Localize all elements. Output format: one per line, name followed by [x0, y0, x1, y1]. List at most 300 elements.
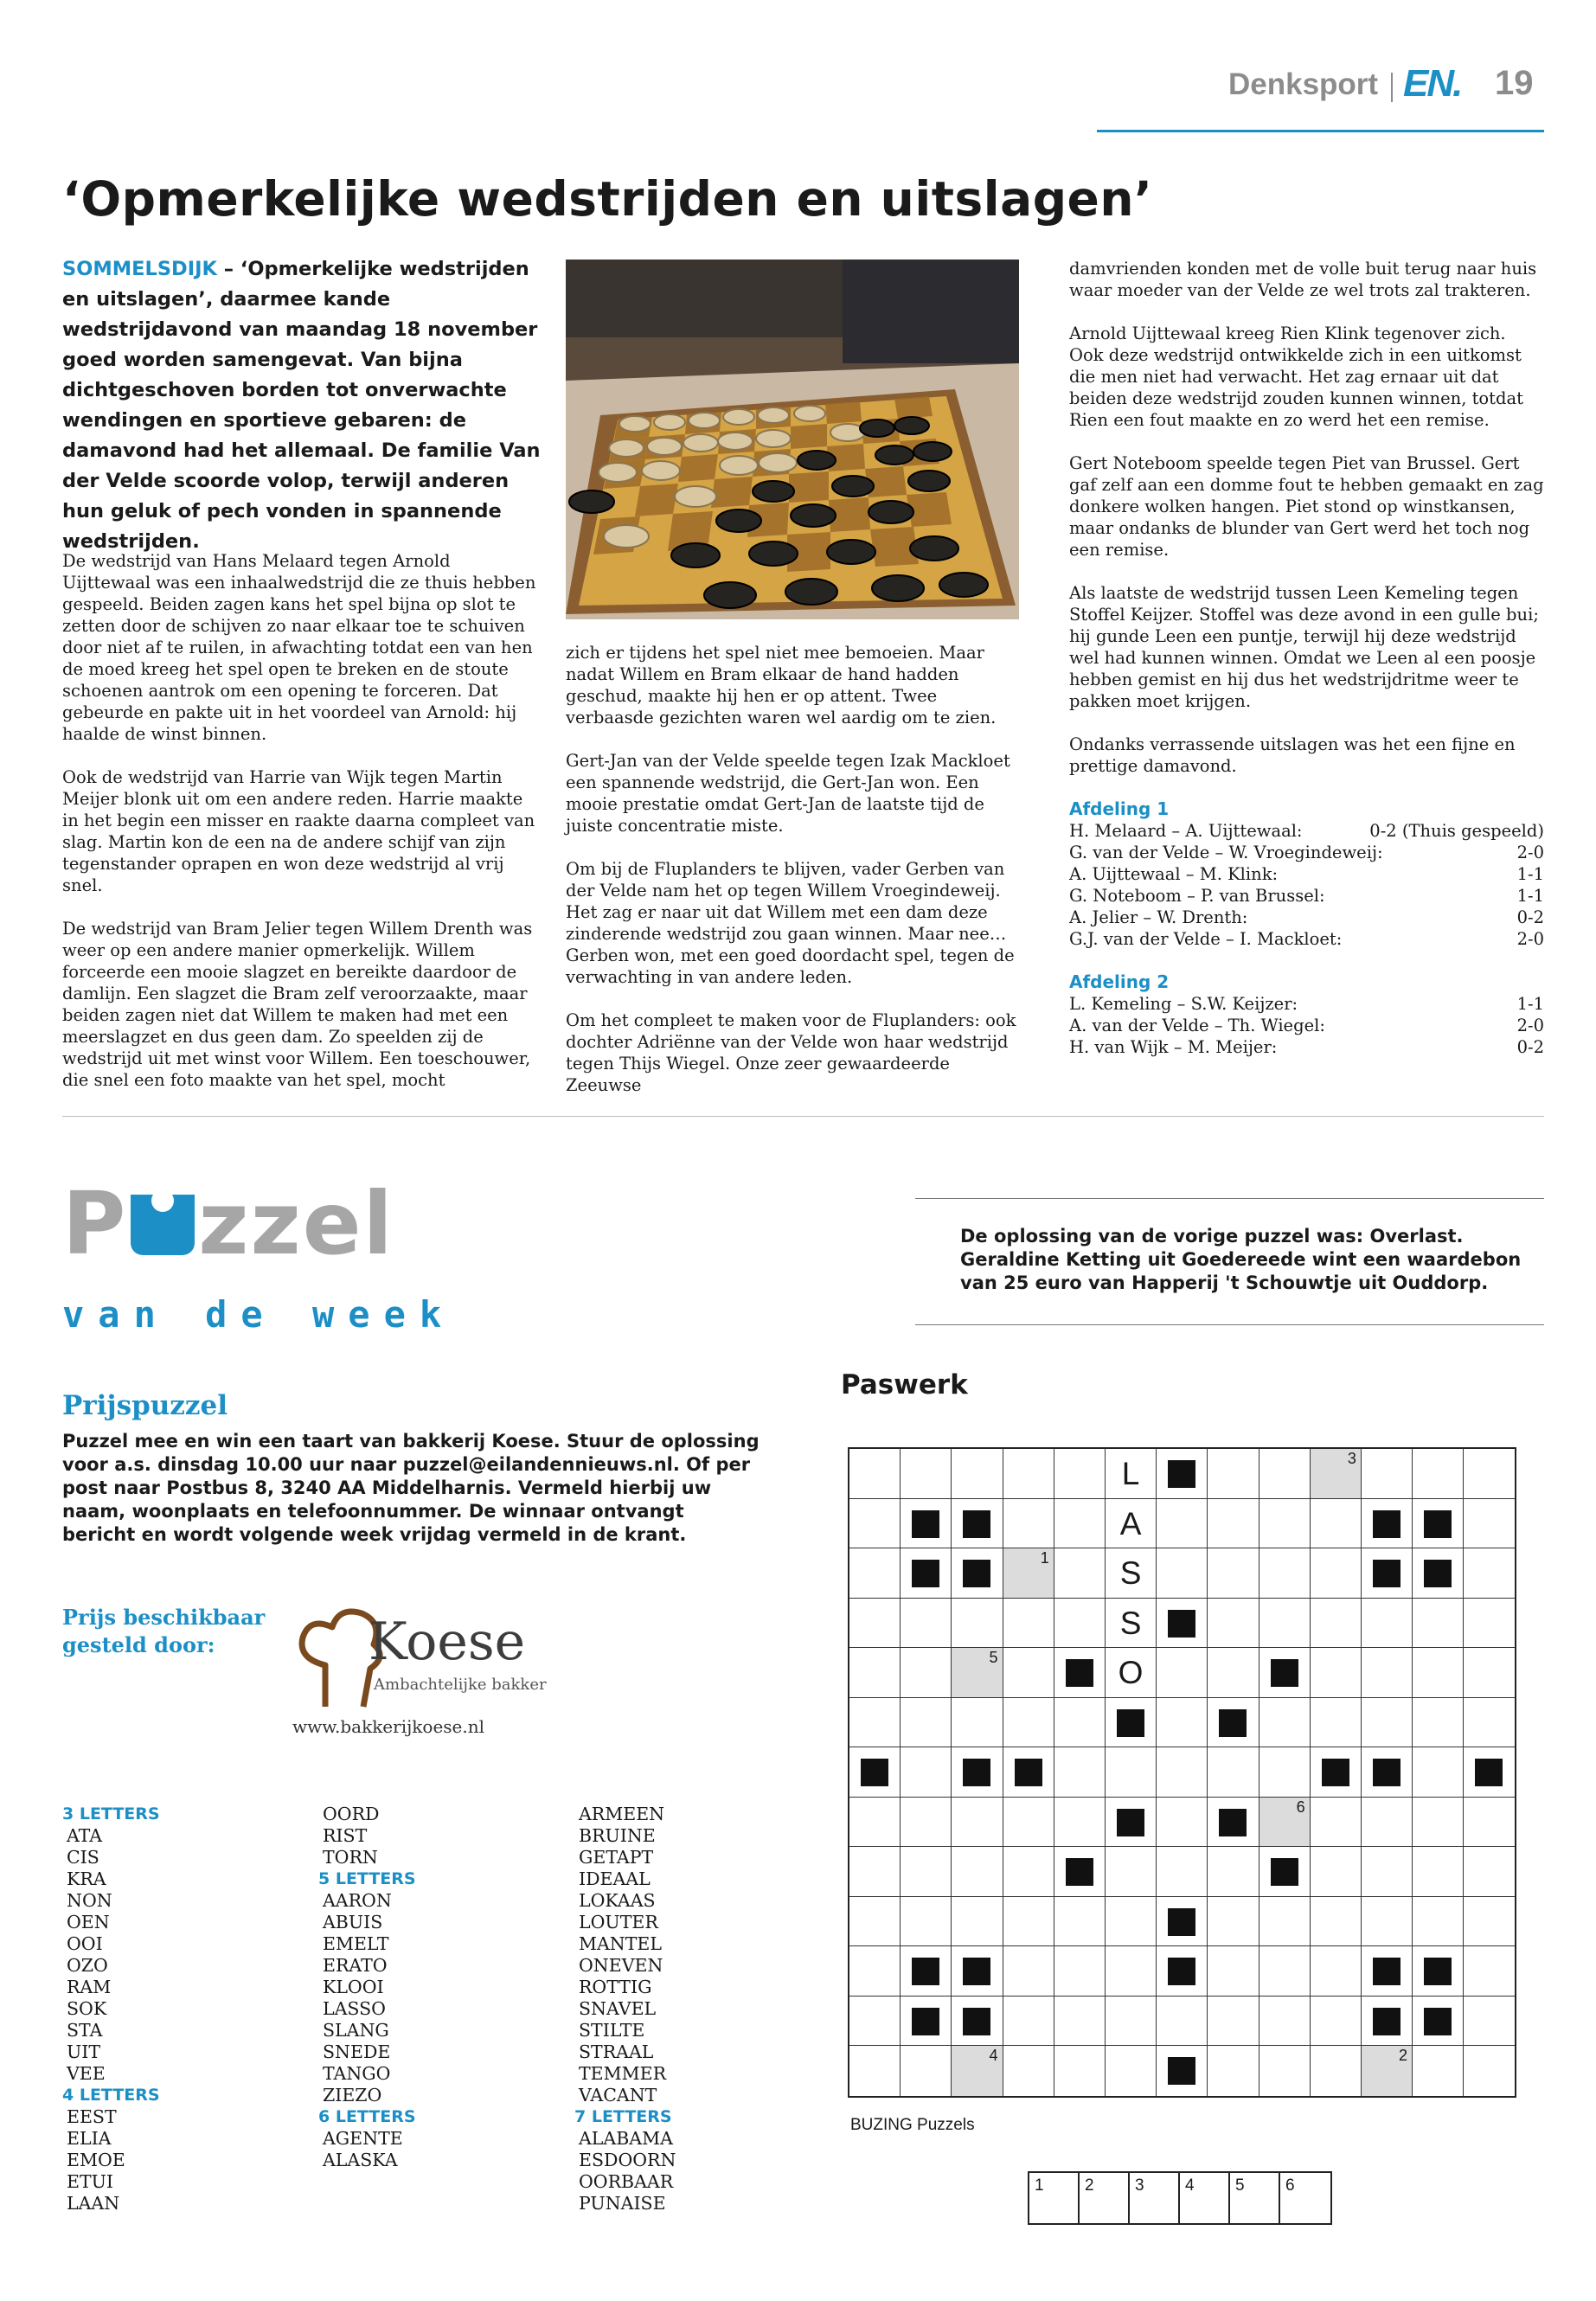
- grid-cell[interactable]: [1106, 1648, 1157, 1698]
- grid-cell[interactable]: [1054, 1847, 1106, 1897]
- grid-cell[interactable]: [1259, 1648, 1311, 1698]
- result-match: A. Jelier – W. Drenth:: [1069, 907, 1248, 927]
- wordlist-word: GETAPT: [579, 1847, 654, 1868]
- afdeling-2-results: [1069, 993, 1544, 1058]
- grid-cell[interactable]: [1362, 2046, 1413, 2096]
- article-lead: [62, 254, 547, 557]
- grid-cell[interactable]: [901, 1946, 952, 1997]
- grid-cell[interactable]: [1413, 1997, 1464, 2047]
- grid-cell[interactable]: [1464, 1449, 1515, 1499]
- result-row: [1069, 993, 1544, 1015]
- grid-cell[interactable]: [1464, 1599, 1515, 1649]
- solution-line: van 25 euro van Happerij 't Schouwtje uit Ouddorp.: [960, 1272, 1489, 1293]
- wordlist-word: AGENTE: [323, 2128, 403, 2149]
- afdeling-2-title: Afdeling 2: [1069, 971, 1170, 992]
- grid-cell[interactable]: [1413, 1747, 1464, 1798]
- grid-cell[interactable]: [1413, 2046, 1464, 2096]
- grid-cell[interactable]: [1003, 1499, 1054, 1549]
- wordlist-word: ETUI: [67, 2171, 114, 2192]
- grid-cell[interactable]: [1003, 1946, 1054, 1997]
- wordlist-heading: 4 LETTERS: [62, 2086, 160, 2105]
- article-paragraph: Gert Noteboom speelde tegen Piet van Brussel. Gert gaf zelf aan een domme fout te hebben gemaakt en zag donkere wolken hangen. Piet stond op winstkansen, maar ondanks de blunder van Gert werd het toch nog een remise.: [1069, 453, 1544, 560]
- black-square: [1168, 1958, 1195, 1985]
- grid-cell[interactable]: [1054, 1499, 1106, 1549]
- grid-cell[interactable]: [1464, 1897, 1515, 1947]
- grid-cell[interactable]: [1157, 1847, 1208, 1897]
- grid-cell[interactable]: [1054, 1548, 1106, 1599]
- cell-number: 3: [1347, 1450, 1356, 1467]
- grid-cell[interactable]: [1106, 1499, 1157, 1549]
- puzzle-credit: BUZING Puzzels: [850, 2116, 975, 2134]
- grid-cell[interactable]: [1413, 1946, 1464, 1997]
- wordlist-word: UIT: [67, 2041, 101, 2062]
- grid-cell[interactable]: [1208, 2046, 1259, 2096]
- grid-cell[interactable]: [1311, 1698, 1362, 1748]
- checkers-photo: [566, 260, 1019, 619]
- article-paragraph: damvrienden konden met de volle buit terug naar huis waar moeder van der Velde ze wel trots zal trakteren.: [1069, 259, 1537, 300]
- prize-puzzle-text: Puzzel mee en win een taart van bakkerij Koese. Stuur de oplossing voor a.s. dinsdag 10.00 uur naar puzzel@eilandennieuws.nl. Of per post naar Postbus 8, 3240 AA Middelharnis. Vermeld hierbij uw naam, woonplaats en telefoonnummer. De winnaar ontvangt bericht en wordt volgende week vrijdag vermeld in de krant.: [62, 1431, 760, 1545]
- puzzle-piece-icon: [131, 1195, 195, 1255]
- grid-cell[interactable]: [1003, 1599, 1054, 1649]
- grid-cell[interactable]: [1311, 1798, 1362, 1848]
- grid-cell[interactable]: [1259, 2046, 1311, 2096]
- grid-cell[interactable]: [952, 2046, 1003, 2096]
- grid-cell[interactable]: [1362, 1548, 1413, 1599]
- grid-cell[interactable]: [901, 1548, 952, 1599]
- grid-cell[interactable]: [1106, 1698, 1157, 1748]
- puzzel-title-rest: zzel: [198, 1173, 394, 1274]
- grid-cell[interactable]: [1413, 1648, 1464, 1698]
- wordlist-word: RIST: [323, 1825, 368, 1846]
- wordlist-word: STA: [67, 2020, 103, 2041]
- result-row: [1069, 863, 1544, 885]
- black-square: [1168, 1610, 1195, 1638]
- grid-cell[interactable]: [1259, 1798, 1311, 1848]
- black-square: [1475, 1759, 1503, 1786]
- grid-cell[interactable]: [1054, 1747, 1106, 1798]
- grid-cell[interactable]: [1259, 1449, 1311, 1499]
- result-match: G.J. van der Velde – I. Mackloet:: [1069, 929, 1343, 949]
- grid-cell[interactable]: [1362, 1997, 1413, 2047]
- article-paragraph: Ook de wedstrijd van Harrie van Wijk tegen Martin Meijer blonk uit om een andere reden. Harrie maakte in het begin een misser en raakte daarna compleet van slag. Martin kon de een na de andere schijf van zijn tegenstander oprapen en won deze wedstrijd al vrij snel.: [62, 767, 535, 895]
- grid-cell[interactable]: [1464, 1698, 1515, 1748]
- dateline: SOMMELSDIJK: [62, 258, 217, 280]
- grid-cell[interactable]: [1311, 1997, 1362, 2047]
- result-score: 2-0: [1516, 843, 1544, 862]
- wordlist-word: SOK: [67, 1998, 107, 2019]
- grid-cell[interactable]: [1003, 1997, 1054, 2047]
- grid-cell[interactable]: [952, 1747, 1003, 1798]
- grid-cell[interactable]: [1311, 1499, 1362, 1549]
- black-square: [1168, 1908, 1195, 1936]
- grid-cell[interactable]: [1003, 1648, 1054, 1698]
- cell-letter: O: [1118, 1655, 1144, 1690]
- grid-cell[interactable]: [1208, 1997, 1259, 2047]
- answer-box[interactable]: 5: [1230, 2173, 1280, 2223]
- wordlist-word: SLANG: [323, 2020, 389, 2041]
- article-paragraph: Om het compleet te maken voor de Fluplanders: ook dochter Adriënne van der Velde won haar wedstrijd tegen Thijs Wiegel. Onze zeer gewaardeerde Zeeuwse: [566, 1010, 1016, 1095]
- cell-number: 6: [1296, 1798, 1305, 1816]
- wordlist-column-1: [62, 1804, 160, 2214]
- result-row: [1069, 842, 1544, 863]
- grid-cell[interactable]: [1054, 1648, 1106, 1698]
- cell-number: 2: [1399, 2047, 1408, 2064]
- grid-cell[interactable]: [1157, 2046, 1208, 2096]
- grid-cell[interactable]: [1464, 1548, 1515, 1599]
- black-square: [963, 2008, 990, 2035]
- answer-box[interactable]: 1: [1029, 2173, 1080, 2223]
- wordlist-word: ZIEZO: [323, 2085, 382, 2106]
- result-score: 1-1: [1516, 886, 1544, 906]
- grid-cell[interactable]: [849, 1747, 901, 1798]
- wordlist-word: LASSO: [323, 1998, 386, 2019]
- grid-cell[interactable]: [1259, 1747, 1311, 1798]
- black-square: [1424, 2008, 1452, 2035]
- grid-cell[interactable]: [1054, 1798, 1106, 1848]
- black-square: [1117, 1709, 1144, 1737]
- grid-cell[interactable]: [1362, 1946, 1413, 1997]
- grid-cell[interactable]: [1208, 1599, 1259, 1649]
- black-square: [861, 1759, 888, 1786]
- grid-cell[interactable]: [1413, 1499, 1464, 1549]
- result-score: 1-1: [1516, 864, 1544, 884]
- grid-cell[interactable]: [1106, 1946, 1157, 1997]
- grid-cell[interactable]: [1157, 1946, 1208, 1997]
- grid-cell[interactable]: [1157, 1648, 1208, 1698]
- article-paragraph: Gert-Jan van der Velde speelde tegen Izak Mackloet een spannende wedstrijd, die Gert-Jan won. Een mooie prestatie omdat Gert-Jan de laatste tijd de juiste concentratie miste.: [566, 751, 1010, 836]
- grid-cell[interactable]: [901, 1449, 952, 1499]
- grid-cell[interactable]: [1054, 1698, 1106, 1748]
- section-label: Denksport: [1228, 67, 1379, 101]
- grid-cell[interactable]: [1362, 1499, 1413, 1549]
- grid-cell[interactable]: [1106, 1747, 1157, 1798]
- grid-cell[interactable]: [1054, 2046, 1106, 2096]
- grid-cell[interactable]: [1464, 1997, 1515, 2047]
- black-square: [1015, 1759, 1042, 1786]
- grid-cell[interactable]: [1157, 1449, 1208, 1499]
- en-logo: EN.: [1403, 62, 1462, 105]
- grid-cell[interactable]: [1208, 1847, 1259, 1897]
- wordlist-word: SNAVEL: [579, 1998, 657, 2019]
- wordlist-word: TORN: [323, 1847, 378, 1868]
- grid-cell[interactable]: [1106, 1897, 1157, 1947]
- grid-cell[interactable]: [1413, 1599, 1464, 1649]
- grid-cell[interactable]: [849, 1997, 901, 2047]
- grid-cell[interactable]: [1413, 1897, 1464, 1947]
- result-row: [1069, 885, 1544, 907]
- result-match: L. Kemeling – S.W. Keijzer:: [1069, 994, 1298, 1014]
- black-square: [1373, 1759, 1401, 1786]
- grid-cell[interactable]: [1003, 1449, 1054, 1499]
- sponsor-url: www.bakkerijkoese.nl: [292, 1716, 485, 1737]
- grid-cell[interactable]: [1054, 1599, 1106, 1649]
- black-square: [963, 1759, 990, 1786]
- grid-cell[interactable]: [849, 1599, 901, 1649]
- grid-cell[interactable]: [1311, 1648, 1362, 1698]
- grid-cell[interactable]: [1106, 1548, 1157, 1599]
- grid-cell[interactable]: [1413, 1449, 1464, 1499]
- article-headline: ‘Opmerkelijke wedstrijden en uitslagen’: [62, 171, 1153, 227]
- grid-cell[interactable]: [1003, 1847, 1054, 1897]
- article-paragraph: Ondanks verrassende uitslagen was het een fijne en prettige damavond.: [1069, 734, 1516, 776]
- black-square: [1117, 1809, 1144, 1836]
- result-match: H. Melaard – A. Uijttewaal:: [1069, 821, 1303, 841]
- grid-cell[interactable]: [1311, 1897, 1362, 1947]
- cell-letter: L: [1121, 1456, 1140, 1491]
- grid-cell[interactable]: [849, 1698, 901, 1748]
- grid-cell[interactable]: [1259, 1599, 1311, 1649]
- grid-cell[interactable]: [1362, 1698, 1413, 1748]
- grid-cell[interactable]: [1464, 1648, 1515, 1698]
- wordlist-word: TEMMER: [579, 2063, 667, 2084]
- wordlist-heading: 3 LETTERS: [62, 1804, 160, 1823]
- wordlist-word: ALASKA: [323, 2150, 398, 2170]
- grid-cell[interactable]: [849, 1798, 901, 1848]
- grid-cell[interactable]: [849, 1897, 901, 1947]
- article-column-3: [1069, 258, 1544, 1058]
- result-score: 0-2: [1516, 1037, 1544, 1057]
- result-match: H. van Wijk – M. Meijer:: [1069, 1037, 1278, 1057]
- grid-cell[interactable]: [1157, 1599, 1208, 1649]
- grid-cell[interactable]: [1157, 1798, 1208, 1848]
- grid-cell[interactable]: [1208, 1946, 1259, 1997]
- grid-cell[interactable]: [1259, 1946, 1311, 1997]
- grid-cell[interactable]: [952, 1997, 1003, 2047]
- wordlist-word: RAM: [67, 1977, 112, 1997]
- grid-cell[interactable]: [1054, 1897, 1106, 1947]
- cell-number: 1: [1040, 1549, 1049, 1567]
- grid-cell[interactable]: [1003, 1798, 1054, 1848]
- wordlist-word: NON: [67, 1890, 112, 1911]
- grid-cell[interactable]: [1106, 1449, 1157, 1499]
- grid-cell[interactable]: [1106, 2046, 1157, 2096]
- grid-cell[interactable]: [1464, 1798, 1515, 1848]
- puzzel-subtitle: van de week: [62, 1293, 456, 1336]
- grid-cell[interactable]: [1208, 1449, 1259, 1499]
- black-square: [912, 1958, 939, 1985]
- grid-cell[interactable]: [1157, 1897, 1208, 1947]
- wordlist-word: STRAAL: [579, 2041, 654, 2062]
- wordlist-word: EEST: [67, 2106, 117, 2127]
- result-row: [1069, 1036, 1544, 1058]
- result-score: 0-2 (Thuis gespeeld): [1369, 821, 1544, 841]
- grid-cell[interactable]: [1157, 1997, 1208, 2047]
- black-square: [1219, 1709, 1247, 1737]
- grid-cell[interactable]: [849, 2046, 901, 2096]
- grid-cell[interactable]: [1311, 1548, 1362, 1599]
- grid-cell[interactable]: [952, 1698, 1003, 1748]
- wordlist-word: ROTTIG: [579, 1977, 652, 1997]
- grid-cell[interactable]: [1311, 1449, 1362, 1499]
- grid-cell[interactable]: [1208, 1798, 1259, 1848]
- grid-cell[interactable]: [1106, 1798, 1157, 1848]
- grid-cell[interactable]: [901, 1997, 952, 2047]
- grid-cell[interactable]: [1413, 1548, 1464, 1599]
- grid-cell[interactable]: [1311, 1599, 1362, 1649]
- header-separator: [1391, 73, 1393, 102]
- wordlist-word: STILTE: [579, 2020, 645, 2041]
- grid-cell[interactable]: [1208, 1499, 1259, 1549]
- grid-cell[interactable]: [1259, 1897, 1311, 1947]
- grid-cell[interactable]: [1259, 1847, 1311, 1897]
- black-square: [1271, 1858, 1298, 1886]
- prize-puzzle-title: Prijspuzzel: [62, 1390, 228, 1421]
- black-square: [1424, 1560, 1452, 1587]
- section-divider: [62, 1116, 1544, 1117]
- grid-cell[interactable]: [1208, 1897, 1259, 1947]
- wordlist-word: AARON: [323, 1890, 392, 1911]
- grid-cell[interactable]: [1106, 1599, 1157, 1649]
- article-paragraph: De wedstrijd van Hans Melaard tegen Arnold Uijttewaal was een inhaalwedstrijd die ze thuis hebben gespeeld. Beiden zagen kans het spel bijna op slot te zetten door de schijven zo naar elkaar toe te schuiven door niet af te ruilen, in afwachting totdat een van hen de moed kreeg het spel open te breken en de stoute schoenen aantrok om een opening te forceren. Dat gebeurde en pakte uit in het voordeel van Arnold: hij haalde de winst binnen.: [62, 551, 536, 744]
- result-score: 1-1: [1516, 994, 1544, 1014]
- wordlist-word: IDEAAL: [579, 1868, 651, 1889]
- black-square: [1066, 1659, 1093, 1687]
- grid-cell[interactable]: [1106, 1997, 1157, 2047]
- result-row: [1069, 820, 1544, 842]
- grid-cell[interactable]: [1003, 1548, 1054, 1599]
- result-score: 0-2: [1516, 907, 1544, 927]
- wordlist-word: SNEDE: [323, 2041, 391, 2062]
- grid-cell[interactable]: [901, 2046, 952, 2096]
- paswerk-grid[interactable]: [848, 1447, 1516, 2098]
- black-square: [1424, 1958, 1452, 1985]
- answer-box[interactable]: 6: [1285, 2176, 1295, 2195]
- grid-cell[interactable]: [952, 1449, 1003, 1499]
- wordlist-word: PUNAISE: [579, 2193, 666, 2214]
- grid-cell[interactable]: [1362, 1847, 1413, 1897]
- wordlist-word: ESDOORN: [579, 2150, 676, 2170]
- grid-cell[interactable]: [1362, 1798, 1413, 1848]
- grid-cell[interactable]: [1208, 1548, 1259, 1599]
- black-square: [1219, 1809, 1247, 1836]
- grid-cell[interactable]: [1003, 1747, 1054, 1798]
- grid-cell[interactable]: [1259, 1698, 1311, 1748]
- grid-cell[interactable]: [1464, 2046, 1515, 2096]
- answer-boxes[interactable]: [1028, 2171, 1332, 2225]
- grid-cell[interactable]: [901, 1847, 952, 1897]
- lead-text: – ‘Opmerkelijke wedstrijden en uitslagen’, daarmee kande wedstrijdavond van maandag 18 november goed worden samengevat. Van bijna dichtgeschoven borden tot onverwachte wendingen en sportieve gebaren: de damavond had het allemaal. De familie Van der Velde scoorde volop, terwijl anderen hun geluk of pech vonden in spannende wedstrijden.: [62, 258, 541, 553]
- grid-cell[interactable]: [1157, 1698, 1208, 1748]
- black-square: [1066, 1858, 1093, 1886]
- answer-box[interactable]: 2: [1080, 2173, 1130, 2223]
- grid-cell[interactable]: [1464, 1499, 1515, 1549]
- wordlist-word: LOUTER: [579, 1912, 658, 1932]
- grid-cell[interactable]: [1362, 1599, 1413, 1649]
- paswerk-title: Paswerk: [841, 1369, 968, 1400]
- grid-cell[interactable]: [1259, 1548, 1311, 1599]
- grid-cell[interactable]: [1413, 1698, 1464, 1748]
- grid-cell[interactable]: [1157, 1747, 1208, 1798]
- grid-cell[interactable]: [1311, 1847, 1362, 1897]
- grid-cell[interactable]: [849, 1847, 901, 1897]
- grid-cell[interactable]: [1157, 1548, 1208, 1599]
- wordlist-word: VEE: [67, 2063, 106, 2084]
- grid-cell[interactable]: [1259, 1499, 1311, 1549]
- black-square: [1373, 1958, 1401, 1985]
- grid-cell[interactable]: [1003, 2046, 1054, 2096]
- grid-cell[interactable]: [1464, 1847, 1515, 1897]
- grid-cell[interactable]: [1054, 1946, 1106, 1997]
- grid-cell[interactable]: [1003, 1897, 1054, 1947]
- grid-cell[interactable]: [952, 1897, 1003, 1947]
- grid-cell[interactable]: [849, 1548, 901, 1599]
- wordlist-word: LOKAAS: [579, 1890, 656, 1911]
- grid-cell[interactable]: [1362, 1747, 1413, 1798]
- black-square: [1322, 1759, 1349, 1786]
- grid-cell[interactable]: [1464, 1946, 1515, 1997]
- grid-cell[interactable]: [952, 1798, 1003, 1848]
- grid-cell[interactable]: [1362, 1897, 1413, 1947]
- grid-cell[interactable]: [901, 1798, 952, 1848]
- grid-cell[interactable]: [1208, 1648, 1259, 1698]
- wordlist-word: OOI: [67, 1933, 103, 1954]
- solution-line: De oplossing van de vorige puzzel was: Overlast.: [960, 1226, 1464, 1247]
- grid-cell[interactable]: [1054, 1997, 1106, 2047]
- wordlist-word: ATA: [67, 1825, 103, 1846]
- grid-cell[interactable]: [1413, 1847, 1464, 1897]
- black-square: [963, 1958, 990, 1985]
- grid-cell[interactable]: [849, 1499, 901, 1549]
- grid-cell[interactable]: [952, 1847, 1003, 1897]
- grid-cell[interactable]: [901, 1648, 952, 1698]
- grid-cell[interactable]: [901, 1499, 952, 1549]
- grid-cell[interactable]: [1362, 1449, 1413, 1499]
- article-paragraph: Als laatste de wedstrijd tussen Leen Kemeling tegen Stoffel Keijzer. Stoffel was deze avond in een gulle bui; hij gunde Leen een puntje, terwijl hij deze wedstrijd wel had kunnen winnen. Omdat we Leen al een poosje hebben gemist en hij dus het wedstrijdritme weer te pakken moet krijgen.: [1069, 583, 1539, 711]
- grid-cell[interactable]: [849, 1449, 901, 1499]
- grid-cell[interactable]: [901, 1747, 952, 1798]
- result-row: [1069, 907, 1544, 928]
- grid-cell[interactable]: [1003, 1698, 1054, 1748]
- grid-cell[interactable]: [1311, 2046, 1362, 2096]
- cell-letter: A: [1119, 1505, 1142, 1541]
- wordlist-word: MANTEL: [579, 1933, 662, 1954]
- grid-cell[interactable]: [952, 1548, 1003, 1599]
- grid-cell[interactable]: [901, 1897, 952, 1947]
- previous-solution: [915, 1198, 1544, 1325]
- article-column-1: [62, 550, 540, 1112]
- grid-cell[interactable]: [1106, 1847, 1157, 1897]
- grid-cell[interactable]: [1157, 1499, 1208, 1549]
- grid-cell[interactable]: [1311, 1747, 1362, 1798]
- grid-cell[interactable]: [901, 1698, 952, 1748]
- grid-cell[interactable]: [952, 1946, 1003, 1997]
- article-paragraph: De wedstrijd van Bram Jelier tegen Willem Drenth was weer op een andere manier opmerkelijk. Willem forceerde een mooie slagzet en bereikte daardoor de damlijn. Een slagzet die Bram zelf veroorzaakte, maar beiden zagen niet dat Willem te maken had met een meerslagzet en dus geen dam. Zo speelden zij de wedstrijd uit met winst voor Willem. Een toeschouwer, die snel een foto maakte van het spel, mocht: [62, 919, 533, 1090]
- grid-cell[interactable]: [1311, 1946, 1362, 1997]
- answer-box[interactable]: 4: [1180, 2173, 1230, 2223]
- grid-cell[interactable]: [952, 1499, 1003, 1549]
- wordlist-word: OORBAAR: [579, 2171, 674, 2192]
- article-column-2: [566, 642, 1019, 1118]
- puzzel-title: [62, 1173, 394, 1274]
- grid-cell[interactable]: [1054, 1449, 1106, 1499]
- wordlist-word: KLOOI: [323, 1977, 384, 1997]
- grid-cell[interactable]: [1259, 1997, 1311, 2047]
- wordlist-word: ALABAMA: [579, 2128, 673, 2149]
- result-match: G. van der Velde – W. Vroegindeweij:: [1069, 843, 1383, 862]
- grid-cell[interactable]: [1208, 1698, 1259, 1748]
- grid-cell[interactable]: [952, 1648, 1003, 1698]
- grid-cell[interactable]: [1464, 1747, 1515, 1798]
- wordlist-word: EMOE: [67, 2150, 125, 2170]
- grid-cell[interactable]: [1208, 1747, 1259, 1798]
- grid-cell[interactable]: [901, 1599, 952, 1649]
- grid-cell[interactable]: [849, 1648, 901, 1698]
- grid-cell[interactable]: [849, 1946, 901, 1997]
- answer-box[interactable]: 3: [1130, 2173, 1180, 2223]
- grid-cell[interactable]: [952, 1599, 1003, 1649]
- grid-cell[interactable]: [1362, 1648, 1413, 1698]
- grid-cell[interactable]: [1413, 1798, 1464, 1848]
